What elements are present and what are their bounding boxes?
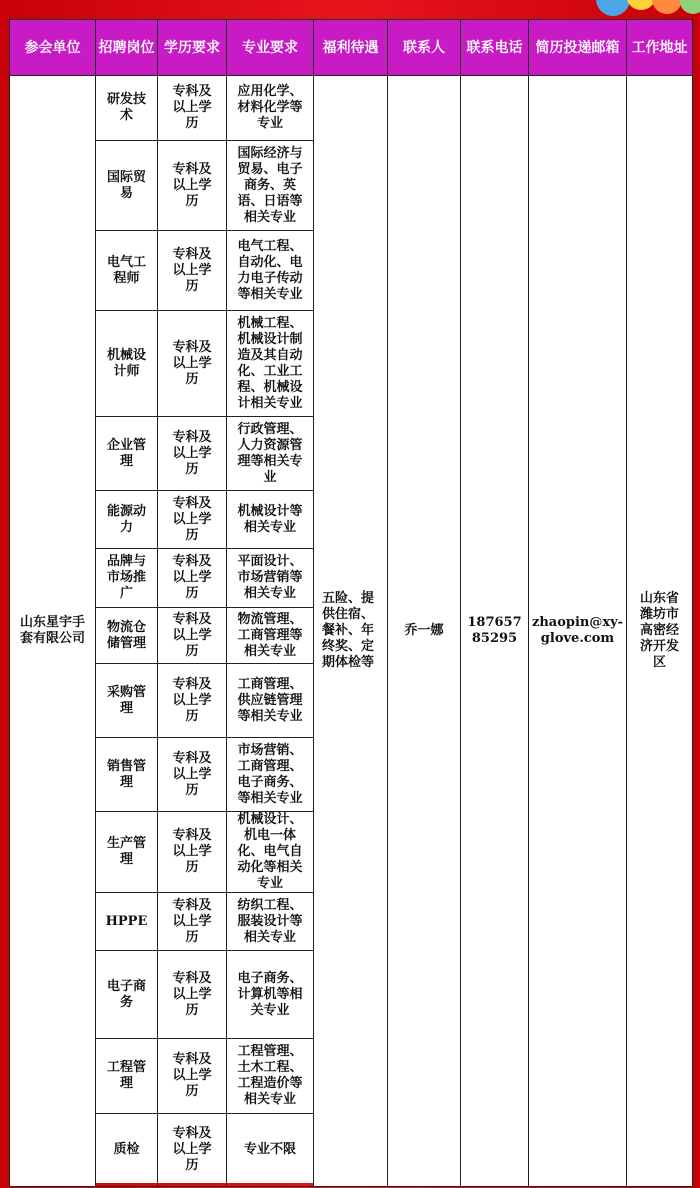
major-cell: 电气工程、自动化、电力电子传动等相关专业: [227, 231, 314, 311]
major-cell: 国际经济与贸易、电子商务、英语、日语等相关专业: [227, 141, 314, 231]
header-phone: 联系电话: [461, 20, 529, 76]
header-address: 工作地址: [627, 20, 693, 76]
header-position: 招聘岗位: [96, 20, 158, 76]
major-cell: 机械设计、机电一体化、电气自动化等相关专业: [227, 812, 314, 893]
position-cell: 生产管理: [96, 812, 158, 893]
header-welfare: 福利待遇: [314, 20, 388, 76]
position-cell: 机械设计师: [96, 311, 158, 417]
education-cell: 专科及以上学历: [158, 738, 227, 812]
education-cell: 专科及以上学历: [158, 664, 227, 738]
position-cell: 电气工程师: [96, 231, 158, 311]
education-cell: 专科及以上学历: [158, 549, 227, 608]
major-cell: 机械设计等相关专业: [227, 491, 314, 549]
balloon-decoration: [596, 0, 630, 16]
education-cell: 专科及以上学历: [158, 1114, 227, 1187]
table-row: [10, 76, 693, 141]
education-cell: 专科及以上学历: [158, 491, 227, 549]
position-cell: 企业管理: [96, 417, 158, 491]
major-cell: 市场营销、工商管理、电子商务、等相关专业: [227, 738, 314, 812]
major-cell: 工程管理、土木工程、工程造价等相关专业: [227, 1039, 314, 1114]
major-cell: 物流管理、工商管理等相关专业: [227, 608, 314, 664]
major-cell: 专业不限: [227, 1114, 314, 1187]
major-cell: 平面设计、市场营销等相关专业: [227, 549, 314, 608]
header-contact: 联系人: [388, 20, 461, 76]
position-cell: HPPE: [96, 893, 158, 951]
education-cell: 专科及以上学历: [158, 311, 227, 417]
company-name: 山东星宇手套有限公司: [10, 76, 96, 1187]
major-cell: 工商管理、供应链管理等相关专业: [227, 664, 314, 738]
education-cell: 专科及以上学历: [158, 231, 227, 311]
major-cell: 应用化学、材料化学等专业: [227, 76, 314, 141]
position-cell: 研发技术: [96, 76, 158, 141]
balloon-decoration: [652, 0, 682, 14]
welfare-cell: 五险、提供住宿、餐补、年终奖、定期体检等: [314, 76, 388, 1187]
contact-phone: 18765785295: [461, 76, 529, 1187]
header-row: [10, 20, 693, 76]
major-cell: 纺织工程、服装设计等相关专业: [227, 893, 314, 951]
work-address: 山东省潍坊市高密经济开发区: [627, 76, 693, 1187]
resume-email: zhaopin@xy-glove.com: [529, 76, 627, 1187]
education-cell: 专科及以上学历: [158, 1039, 227, 1114]
major-cell: 机械工程、机械设计制造及其自动化、工业工程、机械设计相关专业: [227, 311, 314, 417]
major-cell: 电子商务、计算机等相关专业: [227, 951, 314, 1039]
education-cell: 专科及以上学历: [158, 141, 227, 231]
recruitment-table: [9, 19, 693, 1187]
position-cell: 能源动力: [96, 491, 158, 549]
position-cell: 电子商务: [96, 951, 158, 1039]
header-email: 简历投递邮箱: [529, 20, 627, 76]
major-cell: 行政管理、人力资源管理等相关专业: [227, 417, 314, 491]
position-cell: 采购管理: [96, 664, 158, 738]
education-cell: 专科及以上学历: [158, 951, 227, 1039]
position-cell: 国际贸易: [96, 141, 158, 231]
position-cell: 销售管理: [96, 738, 158, 812]
header-education: 学历要求: [158, 20, 227, 76]
education-cell: 专科及以上学历: [158, 76, 227, 141]
balloon-decoration: [680, 0, 700, 14]
header-major: 专业要求: [227, 20, 314, 76]
position-cell: 物流仓储管理: [96, 608, 158, 664]
education-cell: 专科及以上学历: [158, 608, 227, 664]
position-cell: 质检: [96, 1114, 158, 1187]
education-cell: 专科及以上学历: [158, 812, 227, 893]
contact-person: 乔一娜: [388, 76, 461, 1187]
education-cell: 专科及以上学历: [158, 893, 227, 951]
position-cell: 工程管理: [96, 1039, 158, 1114]
header-company: 参会单位: [10, 20, 96, 76]
position-cell: 品牌与市场推广: [96, 549, 158, 608]
education-cell: 专科及以上学历: [158, 417, 227, 491]
